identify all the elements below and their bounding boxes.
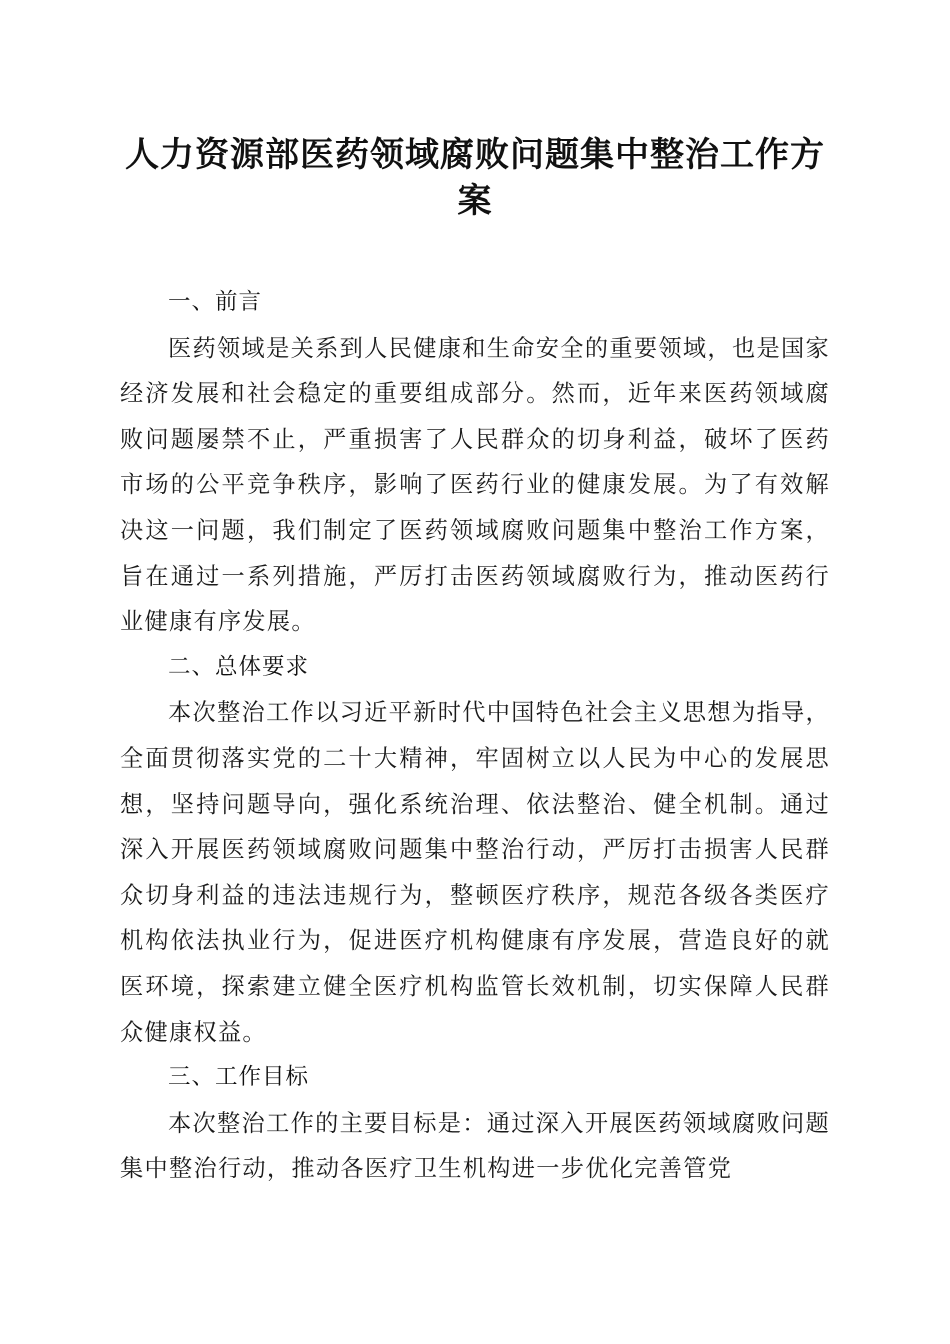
section-heading: 三、工作目标 <box>168 1064 310 1091</box>
document-body <box>120 280 830 1192</box>
section-paragraph: 本次整治工作以习近平新时代中国特色社会主义思想为指导，全面贯彻落实党的二十大精神，牢固树立以人民为中心的发展思想，坚持问题导向，强化系统治理、依法整治、健全机制。通过深入开展医药领域腐败问题集中整治行动，严厉打击损害人民群众切身利益的违法违规行为，整顿医疗秩序，规范各级各类医疗机构依法执业行为，促进医疗机构健康有序发展，营造良好的就医环境，探索建立健全医疗机构监管长效机制，切实保障人民群众健康权益。 <box>120 699 830 1046</box>
section-heading: 二、总体要求 <box>168 653 310 680</box>
section-paragraph: 本次整治工作的主要目标是：通过深入开展医药领域腐败问题集中整治行动，推动各医疗卫生机构进一步优化完善管党 <box>120 1109 830 1183</box>
section-preface <box>120 280 830 645</box>
document-title: 人力资源部医药领域腐败问题集中整治工作方案 <box>125 135 825 221</box>
section-work-goals <box>120 1055 830 1192</box>
section-heading: 一、前言 <box>168 289 263 315</box>
section-general-requirements <box>120 645 830 1055</box>
section-paragraph: 医药领域是关系到人民健康和生命安全的重要领域，也是国家经济发展和社会稳定的重要组成部分。然而，近年来医药领域腐败问题屡禁不止，严重损害了人民群众的切身利益，破坏了医药市场的公平竞争秩序，影响了医药行业的健康发展。为了有效解决这一问题，我们制定了医药领域腐败问题集中整治工作方案，旨在通过一系列措施，严厉打击医药领域腐败行为，推动医药行业健康有序发展。 <box>120 334 830 636</box>
